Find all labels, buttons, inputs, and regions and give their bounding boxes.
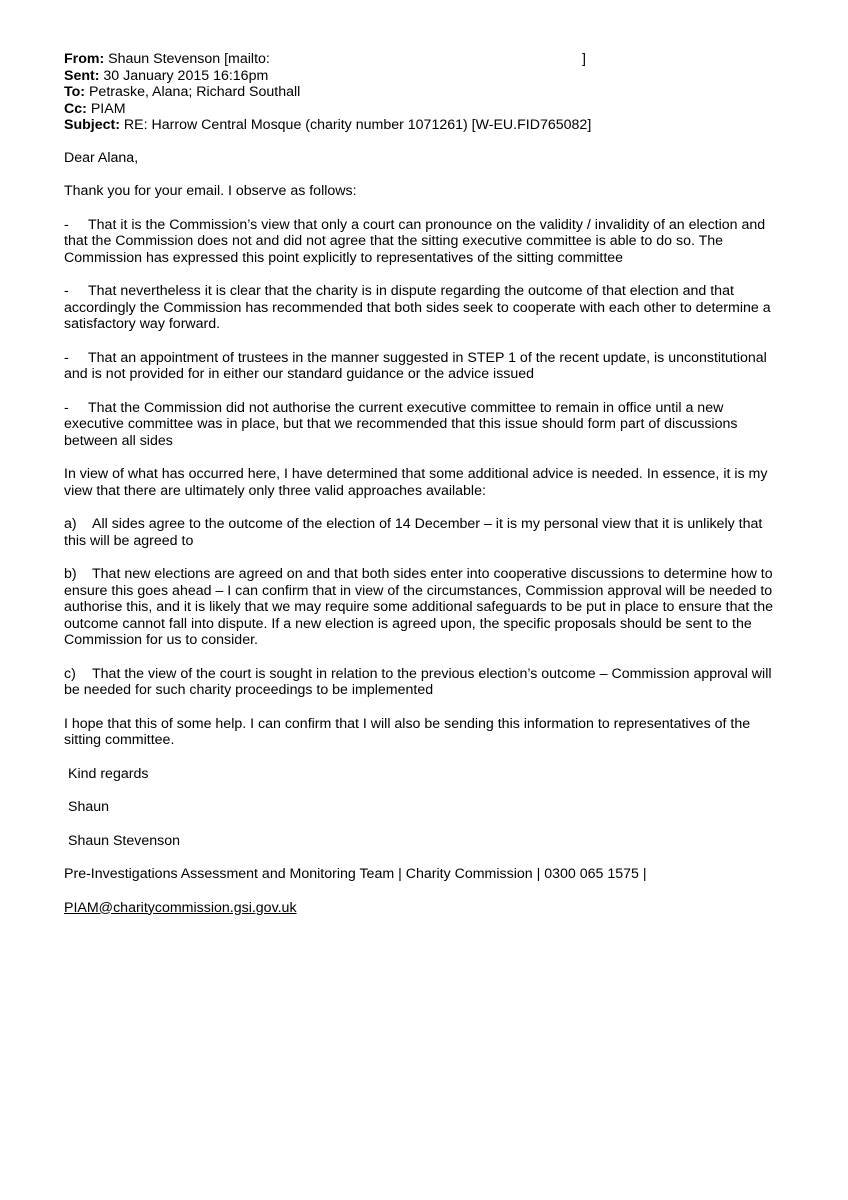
bullet-text: That an appointment of trustees in the manner suggested in STEP 1 of the recent update, is unconstitutional and is not provided for in either our standard guidance or the advice issued xyxy=(64,349,767,382)
option-letter: a) xyxy=(64,516,77,532)
closing-paragraph: I hope that this of some help. I can confirm that I will also be sending this information to representatives of the sitting committee. xyxy=(64,715,751,748)
email-link[interactable]: PIAM@charitycommission.gsi.gov.uk xyxy=(64,899,297,916)
bullet-text: That the Commission did not authorise the current executive committee to remain in office until a new executive committee was in place, but that we recommended that this issue should form part of discussions between all sides xyxy=(64,399,738,449)
subject-line xyxy=(64,117,784,134)
intro-paragraph: Thank you for your email. I observe as follows: xyxy=(64,183,357,199)
sent-value: 30 January 2015 16:16pm xyxy=(103,67,269,84)
sent-line xyxy=(64,68,784,85)
regards: Kind regards xyxy=(68,765,149,782)
team-line: Pre-Investigations Assessment and Monitoring Team | Charity Commission | 0300 065 1575 | xyxy=(64,866,647,882)
greeting: Dear Alana, xyxy=(64,149,139,166)
email-document xyxy=(64,51,784,916)
mailto-close-bracket: ] xyxy=(582,51,586,67)
bullet-marker: - xyxy=(64,216,69,233)
email-address-line xyxy=(64,900,784,917)
to-label: To: xyxy=(64,84,86,100)
cc-value: PIAM xyxy=(90,100,126,117)
from-label: From: xyxy=(64,51,105,67)
option-letter: b) xyxy=(64,566,77,582)
option-item xyxy=(64,566,784,649)
from-value: Shaun Stevenson [mailto: xyxy=(108,51,270,67)
signature-full-name: Shaun Stevenson xyxy=(68,832,181,849)
option-item xyxy=(64,666,784,699)
option-text: All sides agree to the outcome of the election of 14 December – it is my personal view that it is unlikely that this will be agreed to xyxy=(64,516,763,549)
bullet-text: That it is the Commission’s view that only a court can pronounce on the validity / invalidity of an election and that the Commission does not and did not agree that the sitting executive committee is able to do so. The Commission has expressed this point explicitly to representatives of the sitting committee xyxy=(64,216,766,266)
bullet-marker: - xyxy=(64,399,69,416)
signature-first-name: Shaun xyxy=(68,799,110,815)
cc-label: Cc: xyxy=(64,100,87,117)
option-letter: c) xyxy=(64,665,76,682)
bullet-item xyxy=(64,283,784,333)
subject-label: Subject: xyxy=(64,117,120,133)
option-item xyxy=(64,516,784,549)
bullet-marker: - xyxy=(64,283,69,299)
cc-line xyxy=(64,101,784,118)
bullet-marker: - xyxy=(64,349,69,366)
advice-intro-paragraph: In view of what has occurred here, I have determined that some additional advice is needed. In essence, it is my view that there are ultimately only three valid approaches available: xyxy=(64,466,768,499)
bullet-item xyxy=(64,217,784,267)
option-text: That the view of the court is sought in relation to the previous election’s outcome – Commission approval will be needed for such charity proceedings to be implemented xyxy=(64,665,772,698)
bullet-text: That nevertheless it is clear that the charity is in dispute regarding the outcome of that election and that accordingly the Commission has recommended that both sides seek to cooperate with each other to determine a satisfactory way forward. xyxy=(64,283,771,332)
to-line xyxy=(64,84,784,101)
bullet-item xyxy=(64,350,784,383)
option-text: That new elections are agreed on and that both sides enter into cooperative discussions to determine how to ensure this goes ahead – I can confirm that in view of the circumstances, Commission approval will be needed to authorise this, and it is likely that we may require some additional safeguards to be put in place to ensure that the outcome cannot fall into dispute. If a new election is agreed upon, the specific proposals should be sent to the Commission for us to consider. xyxy=(64,566,773,648)
email-header xyxy=(64,51,784,134)
bullet-item xyxy=(64,400,784,450)
to-value: Petraske, Alana; Richard Southall xyxy=(88,84,301,100)
from-line xyxy=(64,51,784,68)
sent-label: Sent: xyxy=(64,67,100,84)
subject-value: RE: Harrow Central Mosque (charity number 1071261) [W-EU.FID765082] xyxy=(123,117,592,133)
